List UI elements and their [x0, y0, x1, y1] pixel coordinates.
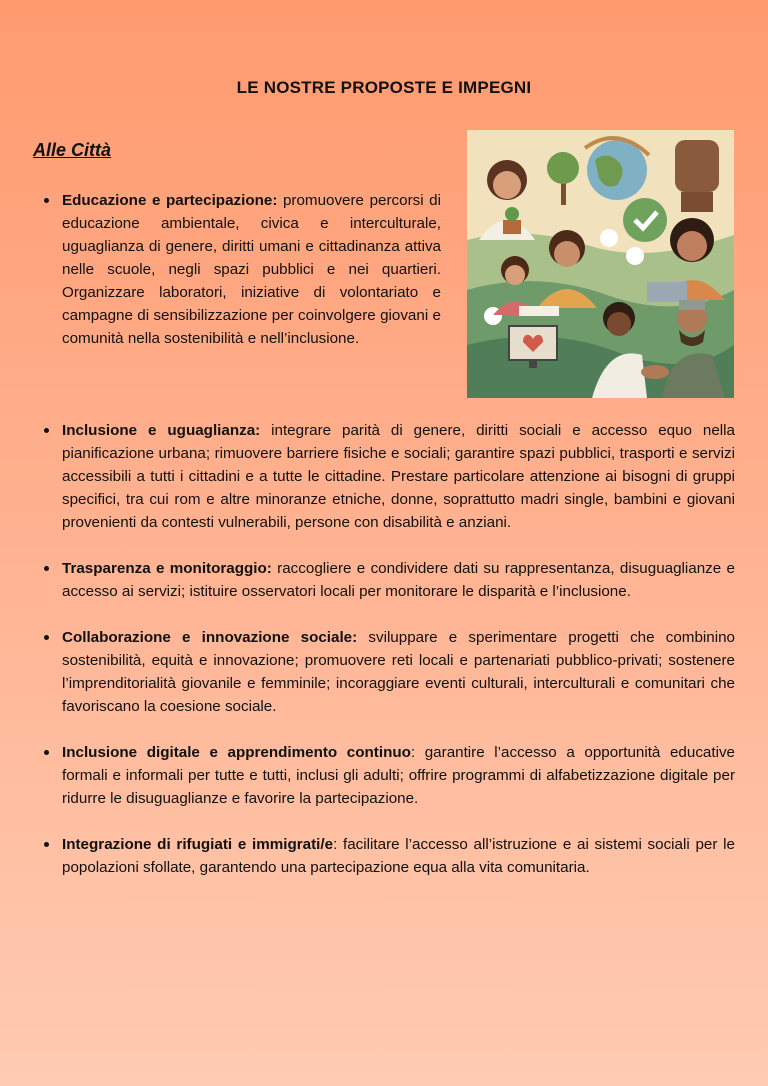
proposals-list-top	[33, 189, 441, 350]
item-heading: Trasparenza e monitoraggio:	[62, 560, 272, 577]
item-heading: Inclusione digitale e apprendimento continuo	[62, 744, 411, 761]
list-item	[33, 741, 735, 810]
list-item	[33, 833, 735, 879]
list-item	[33, 557, 735, 603]
section-title: Alle Città	[33, 140, 112, 160]
page-title: LE NOSTRE PROPOSTE E IMPEGNI	[236, 78, 532, 97]
item-text: sviluppare e sperimentare progetti che combinino sostenibilità, equità e innovazione; promuovere reti locali e partenariati pubblico-privati; sostenere l’imprenditorialità giovanile e femminile; incoraggiare eventi culturali, interculturali e comunitari che favoriscano la coesione sociale.	[62, 629, 735, 715]
item-heading: Educazione e partecipazione:	[62, 192, 278, 209]
community-illustration	[467, 130, 734, 398]
list-item	[33, 189, 441, 350]
item-text: : facilitare l’accesso all’istruzione e ai sistemi sociali per le popolazioni sfollate, garantendo una partecipazione equa alla vita comunitaria.	[62, 836, 735, 876]
item-text: raccogliere e condividere dati su rappresentanza, disuguaglianze e accesso ai servizi; istituire osservatori locali per monitorare le disparità e l’inclusione.	[62, 560, 735, 600]
item-text: promuovere percorsi di educazione ambientale, civica e interculturale, uguaglianza di genere, diritti umani e cittadinanza attiva nelle scuole, negli spazi pubblici e nei quartieri. Organizzare laboratori, iniziative di volontariato e campagne di sensibilizzazione per coinvolgere giovani e comunità nella sostenibilità e nell’inclusione.	[62, 192, 441, 347]
item-heading: Inclusione e uguaglianza:	[62, 422, 261, 439]
proposals-list	[33, 419, 735, 902]
item-text: : garantire l’accesso a opportunità educative formali e informali per tutte e tutti, inclusi gli adulti; offrire programmi di alfabetizzazione digitale per ridurre le disuguaglianze e favorire la partecipazione.	[62, 744, 735, 807]
list-item	[33, 419, 735, 534]
item-heading: Integrazione di rifugiati e immigrati/e	[62, 836, 334, 853]
list-item	[33, 626, 735, 718]
item-heading: Collaborazione e innovazione sociale:	[62, 629, 358, 646]
item-text: integrare parità di genere, diritti sociali e accesso equo nella pianificazione urbana; rimuovere barriere fisiche e sociali; garantire spazi pubblici, trasporti e servizi accessibili a tutti i cittadini e a tutte le cittadine. Prestare particolare attenzione ai bisogni di gruppi specifici, tra cui rom e altre minoranze etniche, donne, soprattutto madri single, bambini e giovani provenienti da contesti vulnerabili, persone con disabilità e anziani.	[62, 422, 736, 531]
